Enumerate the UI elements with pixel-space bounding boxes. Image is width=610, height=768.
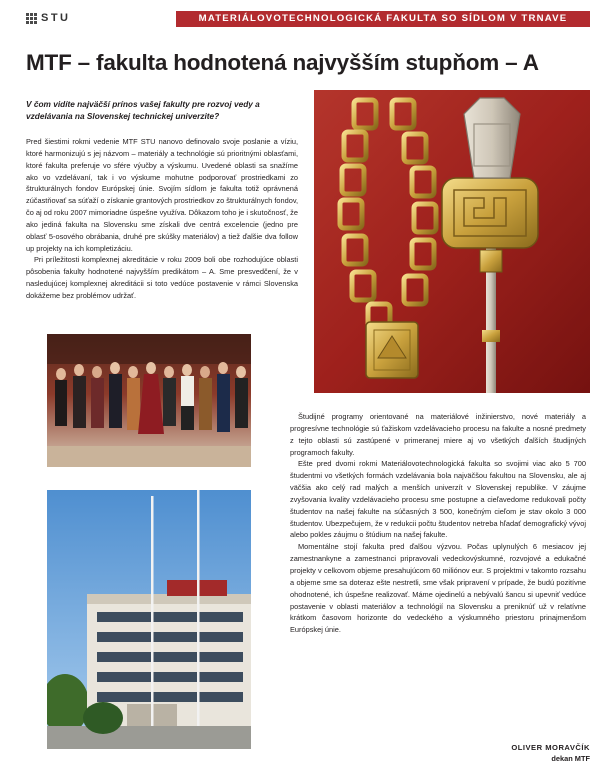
ceremonial-chain-image xyxy=(314,90,590,393)
paragraph: Momentálne stojí fakulta pred ďalšou výzvou. Počas uplynulých 6 mesiacov jej zamestnankyne a zamestnanci pripravovali vedeckovýskumné, rozvojové a edukačné projekty v celkovom objeme presahujúcom 60 miliónov eur. S projektmi v takomto rozsahu a objeme sme sa doteraz ešte nestretli, sme však pripravení v prípade, že budú pozitívne ohodnotené, ich úspešne realizovať. Máme ojedinelú a nebývalú šancu si upevniť vedúce postavenie v oblasti materiálov a technológií na Slovensku a preniknúť už v relatívne krátkom časovom horizonte do vedeckého a výskumného priestoru prinajmenšom Európskej únie. xyxy=(290,542,586,635)
paragraph: Pred šiestimi rokmi vedenie MTF STU nanovo definovalo svoje poslanie a víziu, ktoré harmonizujú s jej názvom – materiály a technológie sú prioritnými oblasťami, ktoré fakulta preferuje vo sfére výučby a výskumu. Uvedené oblasti sa snažíme ako vo vzdelávaní, tak i vo výskume mohutne podporovať prostriedkami zo štrukturálnych fondov Európskej únie. Svojím sídlom je fakulta totiž oprávnená zúčastňovať sa súťaží o získanie grantových prostriedkov zo štrukturálnych fondov, čo aj od roku 2007 mimoriadne úspešne využíva. Dôkazom toho je i skutočnosť, že ako jediná fakulta na Slovensku sme získali dve centrá excelencie (jedno pre oblasť 5-osového obrábania, druhé pre skúšky materiálov) a tiež ďalšie dva follow up projekty na ich kompletizáciu. xyxy=(26,137,299,253)
logo-text: STU xyxy=(41,12,71,24)
author-role: dekan MTF xyxy=(551,754,590,763)
paragraph-text: Pri príležitosti komplexnej akreditácie v roku 2009 boli obe rozhodujúce oblasti pôsobenia fakulty hodnotené najvyšším predikátom – A. Sme presvedčení, že v nasledujúcej komplexnej akreditácii si toto vedúce postavenie v rámci Slovenska dokážeme bez problémov udržať. xyxy=(26,255,298,300)
faculty-building-photo xyxy=(47,490,251,749)
left-text-column xyxy=(26,136,298,302)
logo-dots-icon xyxy=(26,13,37,24)
faculty-building-image xyxy=(47,490,251,749)
faculty-header-band: MATERIÁLOVOTECHNOLOGICKÁ FAKULTA SO SÍDLOM V TRNAVE xyxy=(176,11,590,27)
graduates-group-photo xyxy=(47,334,251,467)
paragraph xyxy=(26,254,298,301)
author-name: OLIVER MORAVČÍK xyxy=(511,743,590,752)
paragraph: Študijné programy orientované na materiálové inžinierstvo, nové materiály a progresívne technológie sú ťažiskom vzdelávacieho procesu na fakulte a nosné predmety z tejto oblasti sú zastúpené v primeranej miere aj vo všetkých ďalších študijných programoch fakulty. xyxy=(290,412,586,457)
right-text-column xyxy=(290,411,586,636)
stu-logo xyxy=(26,11,71,25)
article-title: MTF – fakulta hodnotená najvyšším stupňom – A xyxy=(26,50,539,75)
ceremonial-chain-photo xyxy=(314,90,590,393)
graduates-group-image xyxy=(47,334,251,467)
interview-question: V čom vidíte najväčší prínos vašej fakulty pre rozvoj vedy a vzdelávania na Slovenskej technickej univerzite? xyxy=(26,99,260,121)
paragraph: Ešte pred dvomi rokmi Materiálovotechnologická fakulta so svojimi viac ako 5 700 študentmi vo všetkých formách vzdelávania bola najväčšou fakultou na Slovensku, ale aj väčšia ako celý rad malých a menších univerzít v Slovenskej republike. V záujme zvyšovania kvality vzdelávacieho procesu sme postupne a cieľavedome redukovali počty študentov na našej fakulte na súčasných 3 500, konečným cieľom je stav okolo 3 000 študentov. Ubezpečujem, že v redukcii počtu študentov netreba hľadať demografický vývoj alebo pokles záujmu o štúdium na našej fakulte. xyxy=(290,459,586,540)
author-signature xyxy=(511,742,590,764)
